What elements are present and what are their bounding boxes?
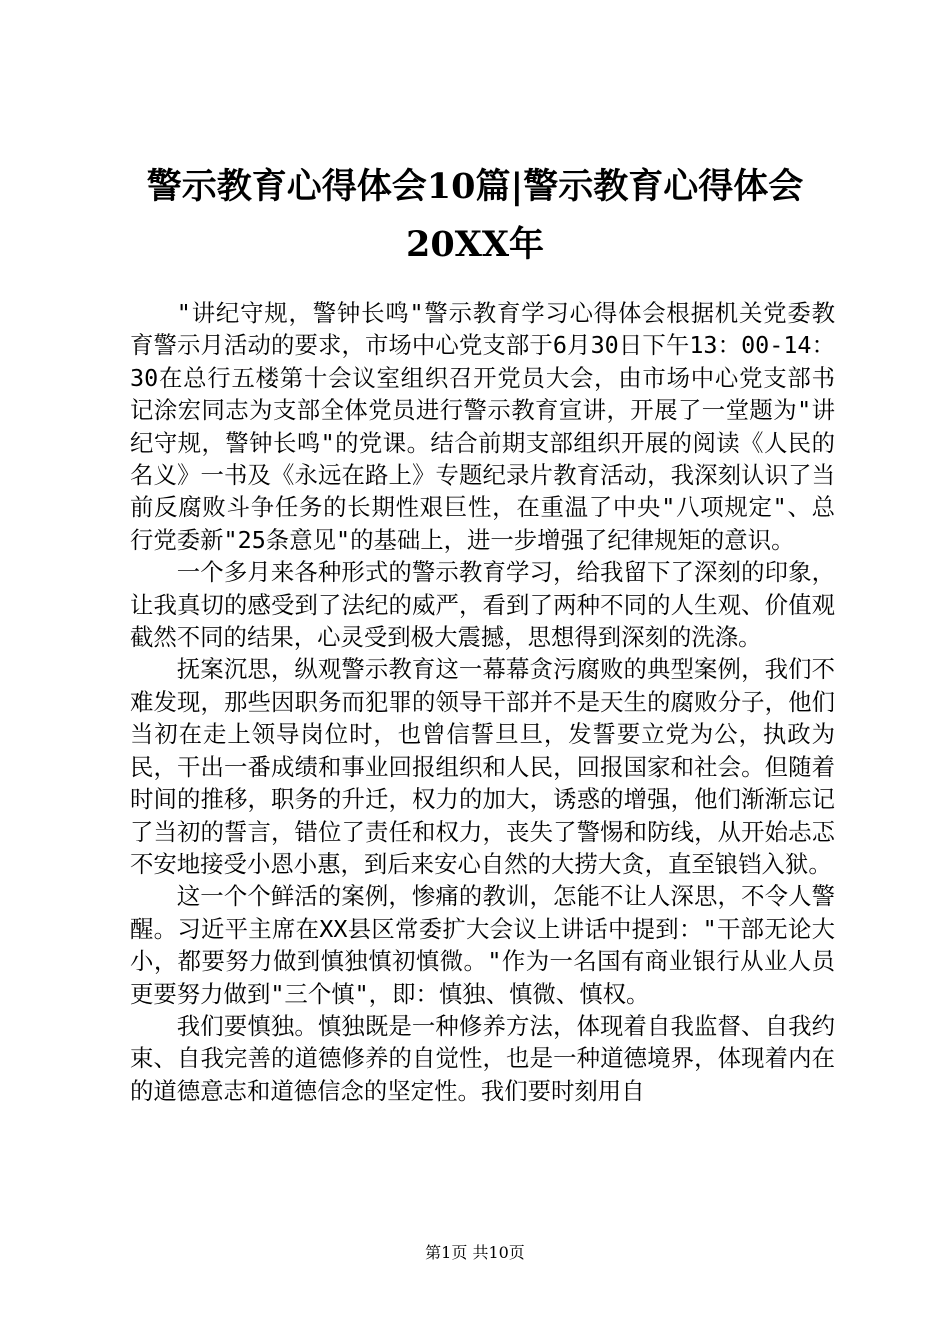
page-number-footer: 第1页 共10页 — [425, 1243, 525, 1262]
body-paragraph: 这一个个鲜活的案例，惨痛的教训，怎能不让人深思，不令人警醒。习近平主席在XX县区常委扩大会议上讲话中提到："干部无论大小，都要努力做到慎独慎初慎微。"作为一名国有商业银行从业人员更要努力做到"三个慎"，即：慎独、慎微、慎权。 — [130, 882, 835, 1008]
body-paragraph: 抚案沉思，纵观警示教育这一幕幕贪污腐败的典型案例，我们不难发现，那些因职务而犯罪的领导干部并不是天生的腐败分子，他们当初在走上领导岗位时，也曾信誓旦旦，发誓要立党为公，执政为民，干出一番成绩和事业回报组织和人民，回报国家和社会。但随着时间的推移，职务的升迁，权力的加大，诱惑的增强，他们渐渐忘记了当初的誓言，错位了责任和权力，丧失了警惕和防线，从开始忐忑不安地接受小恩小惠，到后来安心自然的大捞大贪，直至锒铛入狱。 — [130, 655, 835, 878]
document-title: 警示教育心得体会10篇|警示教育心得体会20XX年 — [146, 166, 804, 265]
document-body — [130, 297, 835, 1107]
body-paragraph: "讲纪守规，警钟长鸣"警示教育学习心得体会根据机关党委教育警示月活动的要求，市场中心党支部于6月30日下午13：00-14：30在总行五楼第十会议室组织召开党员大会，由市场中心党支部书记涂宏同志为支部全体党员进行警示教育宣讲，开展了一堂题为"讲纪守规，警钟长鸣"的党课。结合前期支部组织开展的阅读《人民的名义》一书及《永远在路上》专题纪录片教育活动，我深刻认识了当前反腐败斗争任务的长期性艰巨性，在重温了中央"八项规定"、总行党委新"25条意见"的基础上，进一步增强了纪律规矩的意识。 — [130, 299, 835, 554]
body-paragraph: 一个多月来各种形式的警示教育学习，给我留下了深刻的印象，让我真切的感受到了法纪的威严，看到了两种不同的人生观、价值观截然不同的结果，心灵受到极大震撼，思想得到深刻的洗涤。 — [130, 558, 835, 652]
body-paragraph: 我们要慎独。慎独既是一种修养方法，体现着自我监督、自我约束、自我完善的道德修养的自觉性，也是一种道德境界，体现着内在的道德意志和道德信念的坚定性。我们要时刻用自 — [130, 1011, 835, 1105]
